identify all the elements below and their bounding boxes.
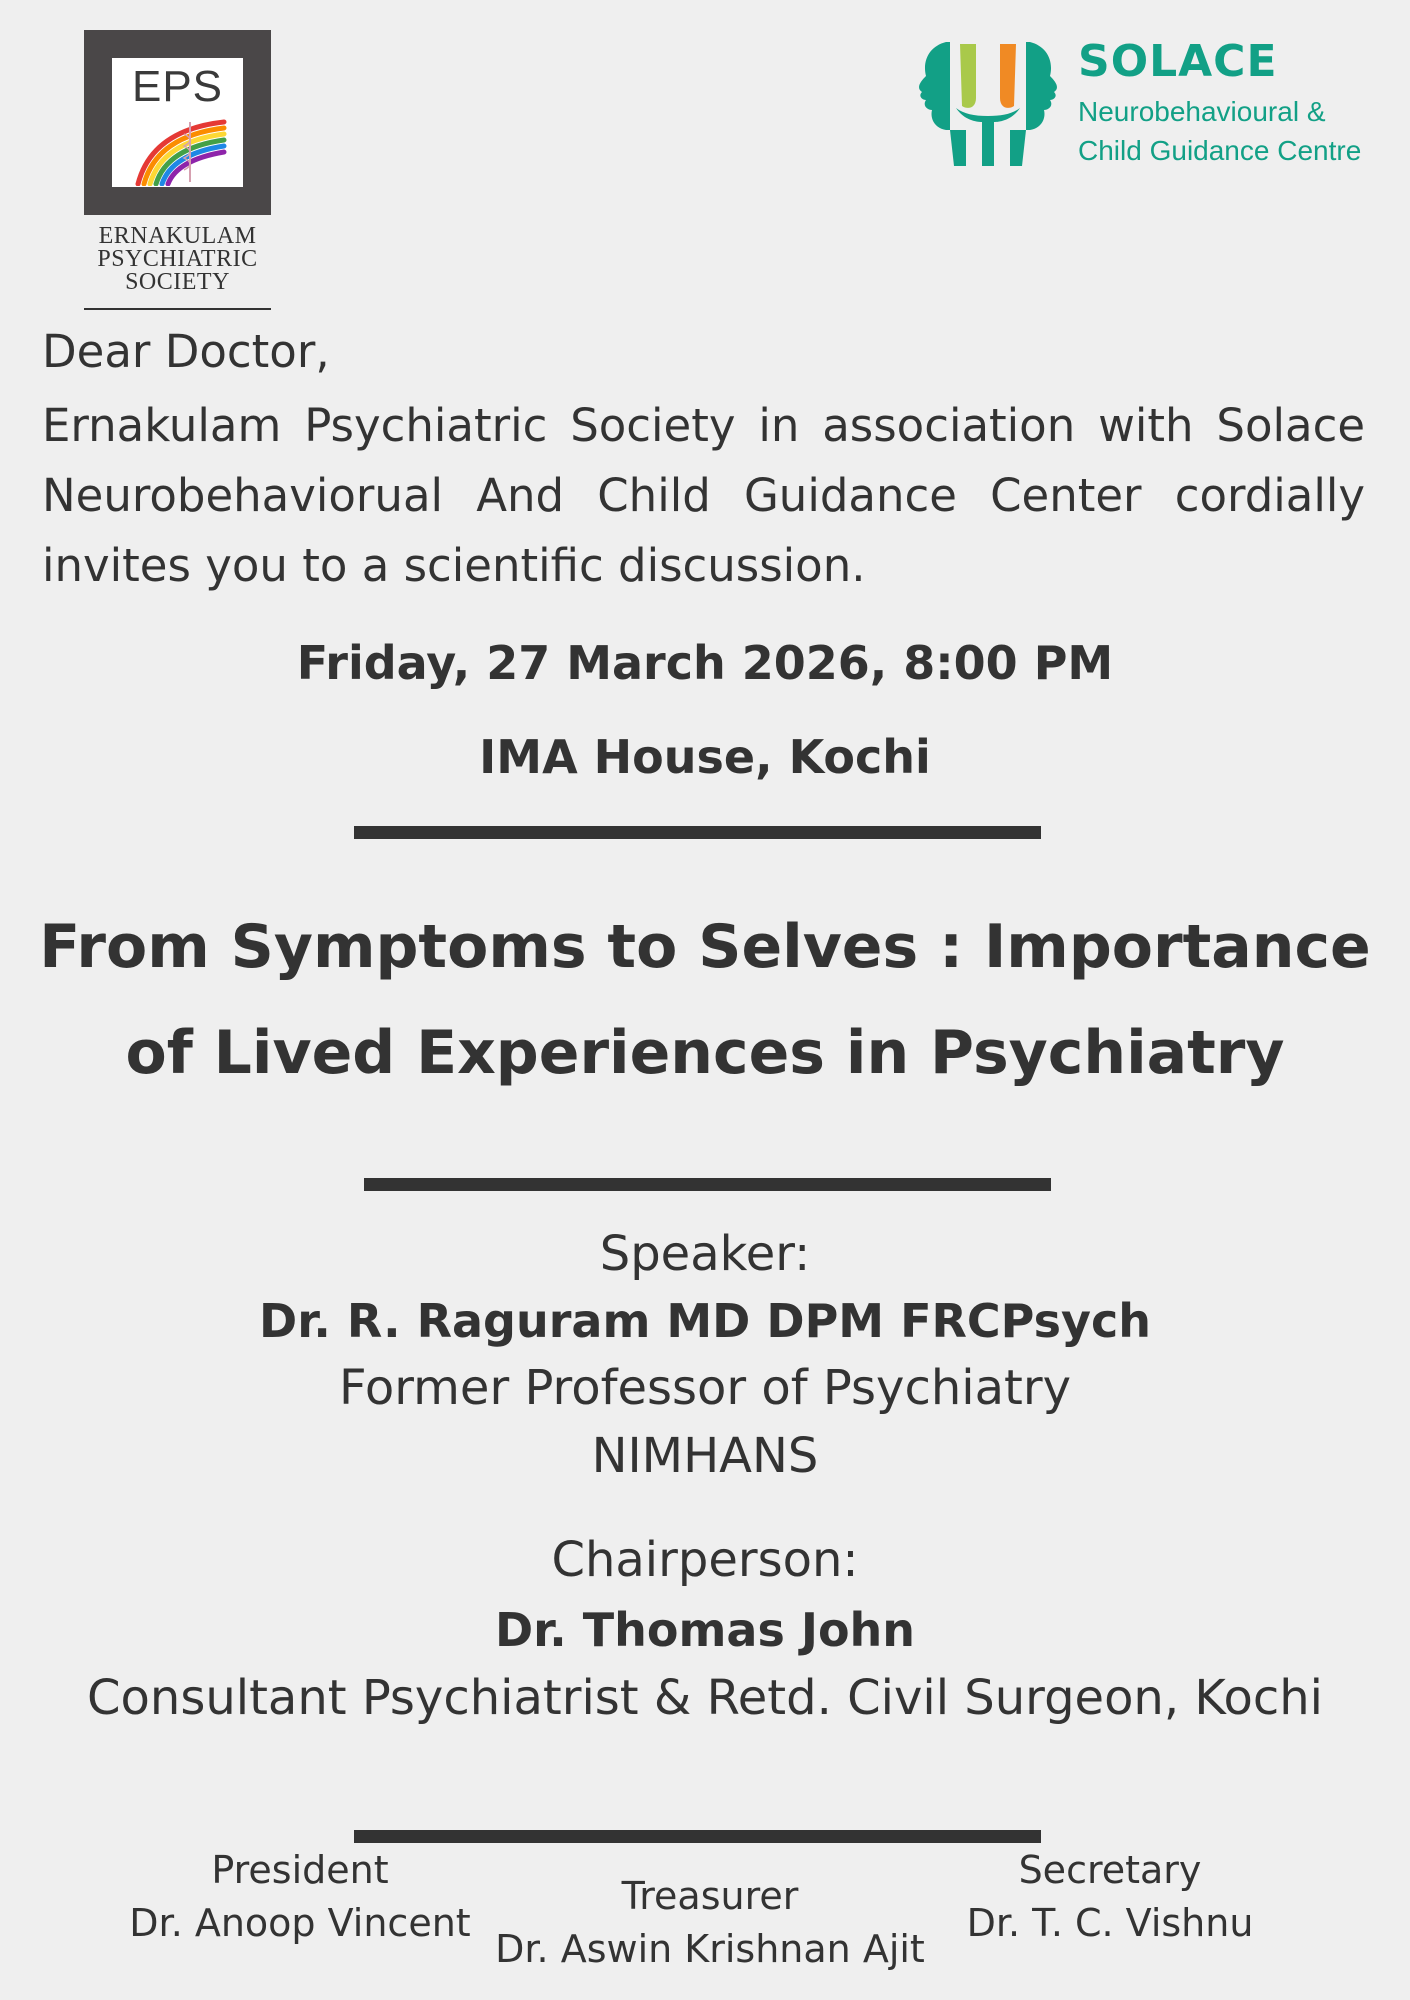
office-title: President — [211, 1848, 389, 1892]
eps-logo-name-line: SOCIETY — [125, 269, 230, 295]
chairperson-role: Consultant Psychiatrist & Retd. Civil Surgeon, Kochi — [87, 1670, 1323, 1726]
eps-logo-abbr: EPS — [131, 62, 224, 111]
office-bearer-president — [90, 1844, 510, 1950]
office-name: Dr. Aswin Krishnan Ajit — [495, 1927, 925, 1971]
eps-logo-name — [84, 225, 271, 294]
event-date-time: Friday, 27 March 2026, 8:00 PM — [296, 636, 1114, 690]
salutation: Dear Doctor, — [42, 325, 330, 378]
eps-logo-name-line: ERNAKULAM — [98, 223, 257, 249]
event-venue: IMA House, Kochi — [479, 730, 931, 784]
eps-logo-inner — [112, 58, 243, 187]
speaker-name: Dr. R. Raguram MD DPM FRCPsych — [259, 1294, 1151, 1348]
rainbow-caduceus-icon — [132, 112, 232, 186]
intro-paragraph: Ernakulam Psychiatric Society in association with Solace Neurobehaviorual And Child Guidance Center cordially invites you to a scientific discussion. — [42, 399, 1365, 592]
office-title: Secretary — [1018, 1848, 1202, 1892]
speaker-role: Former Professor of Psychiatry — [339, 1360, 1071, 1416]
office-name: Dr. Anoop Vincent — [129, 1901, 471, 1945]
solace-logo-title: SOLACE — [1078, 36, 1278, 87]
speaker-label: Speaker: — [599, 1226, 811, 1282]
office-title: Treasurer — [621, 1874, 799, 1918]
eps-logo-underline — [84, 308, 271, 310]
eps-logo-frame — [84, 30, 271, 215]
office-bearer-treasurer — [490, 1870, 930, 1976]
chairperson-name: Dr. Thomas John — [494, 1603, 916, 1657]
talk-title: From Symptoms to Selves : Importance of Lived Experiences in Psychiatry — [39, 912, 1371, 1088]
solace-logo — [916, 36, 1362, 168]
speaker-institution: NIMHANS — [591, 1428, 819, 1484]
solace-psi-faces-icon — [916, 38, 1060, 168]
eps-logo — [84, 30, 271, 313]
divider — [364, 1178, 1051, 1191]
solace-logo-subtitle: Neurobehavioural & — [1078, 96, 1326, 127]
office-name: Dr. T. C. Vishnu — [966, 1901, 1254, 1945]
divider — [354, 826, 1041, 839]
office-bearer-secretary — [900, 1844, 1320, 1950]
divider — [354, 1830, 1041, 1843]
solace-logo-subtitle: Child Guidance Centre — [1078, 135, 1362, 166]
chairperson-label: Chairperson: — [551, 1532, 859, 1588]
eps-logo-name-line: PSYCHIATRIC — [97, 246, 258, 272]
